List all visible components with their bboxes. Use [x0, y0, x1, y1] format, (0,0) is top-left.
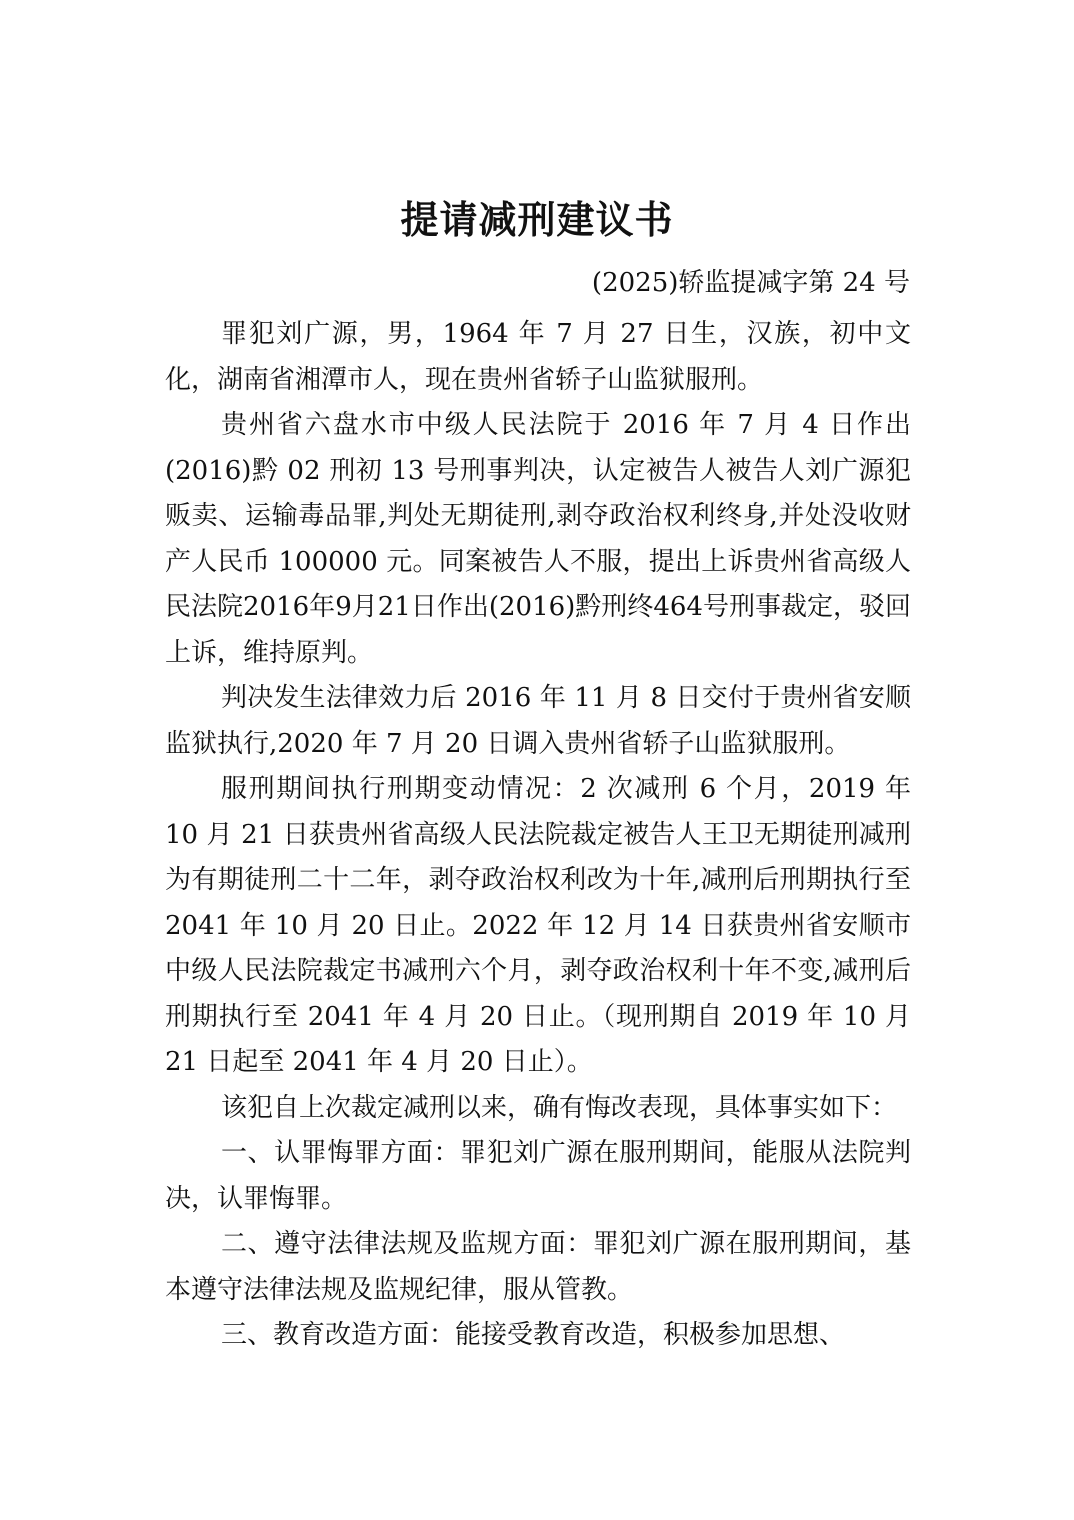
paragraph-point-two: 二、遵守法律法规及监规方面：罪犯刘广源在服刑期间，基本遵守法律法规及监规纪律，服从管教。 — [165, 1229, 911, 1305]
paragraph-sentence-changes: 服刑期间执行刑期变动情况：2 次减刑 6 个月，2019 年 10 月 21 日获贵州省高级人民法院裁定被告人王卫无期徒刑减刑为有期徒刑二十二年，剥夺政治权利改为十年,减刑后刑期执行至 2041 年 10 月 20 日止。2022 年 12 月 14 日获贵州省安顺市中级人民法院裁定书减刑六个月，剥夺政治权利十年不变,减刑后刑期执行至 2041 年 4 月 20 日止。（现刑期自 2019 年 10 月 21 日起至 2041 年 4 月 20 日止）。 — [165, 774, 911, 1077]
paragraph-repentance-intro: 该犯自上次裁定减刑以来，确有悔改表现，具体事实如下： — [221, 1092, 898, 1123]
paragraph-basic-info: 罪犯刘广源，男，1964 年 7 月 27 日生，汉族，初中文化，湖南省湘潭市人，现在贵州省轿子山监狱服刑。 — [165, 319, 911, 395]
paragraph-point-three: 三、教育改造方面：能接受教育改造，积极参加思想、 — [221, 1320, 846, 1350]
paragraph-point-one: 一、认罪悔罪方面：罪犯刘广源在服刑期间，能服从法院判决，认罪悔罪。 — [165, 1138, 911, 1214]
document-body — [165, 312, 911, 1359]
paragraph-execution: 判决发生法律效力后 2016 年 11 月 8 日交付于贵州省安顺监狱执行,2020 年 7 月 20 日调入贵州省轿子山监狱服刑。 — [165, 683, 911, 759]
paragraph-judgment: 贵州省六盘水市中级人民法院于 2016 年 7 月 4 日作出(2016)黔 02 刑初 13 号刑事判决，认定被告人被告人刘广源犯贩卖、运输毒品罪,判处无期徒刑,剥夺政治权利终身,并处没收财产人民币 100000 元。同案被告人不服，提出上诉贵州省高级人民法院2016年9月21日作出(2016)黔刑终464号刑事裁定，驳回上诉，维持原判。 — [165, 410, 911, 668]
document-title: 提请减刑建议书 — [400, 197, 674, 242]
document-number: (2025)轿监提减字第 24 号 — [591, 268, 910, 298]
